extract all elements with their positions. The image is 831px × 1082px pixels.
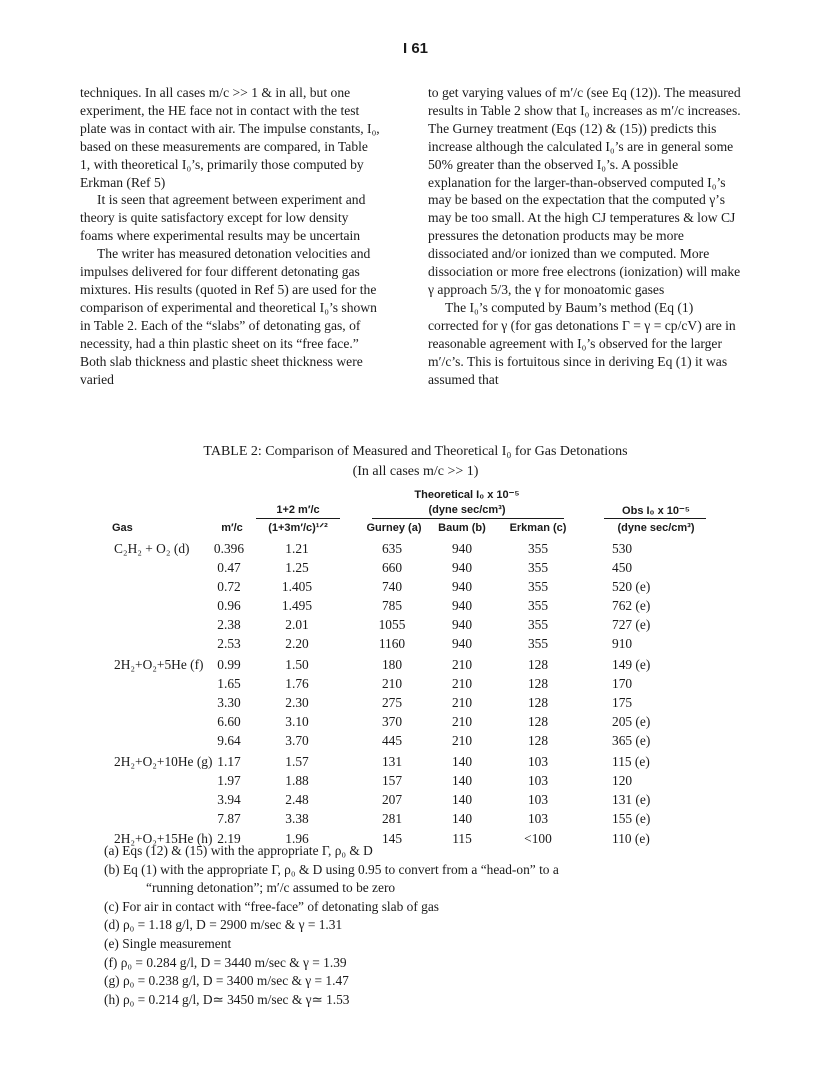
cell-ratio: 1.88 — [285, 773, 309, 788]
table-row — [0, 809, 831, 828]
cell-gurney: 131 — [381, 754, 403, 769]
header-ratio-bottom: (1+3m′/c)¹ᐟ² — [268, 522, 328, 534]
cell-obs: 520 (e) — [612, 579, 651, 594]
cell-ratio: 1.50 — [285, 657, 309, 672]
cell-obs: 450 — [612, 560, 633, 575]
cell-baum: 210 — [451, 695, 473, 710]
paragraph: The I₀’s computed by Baum’s method (Eq (1) corrected for γ (for gas detonations Γ = γ = cp/cV) are in reasonable agreement with I₀’s observed for the larger m′/c’s. This is fortuitous since in deriving Eq (1) it was assumed that — [428, 299, 736, 387]
cell-baum: 210 — [451, 733, 473, 748]
cell-erkman: 355 — [527, 617, 549, 632]
cell-baum: 140 — [451, 754, 473, 769]
cell-erkman: 103 — [527, 773, 549, 788]
cell-gurney: 370 — [381, 714, 403, 729]
footnote: (g) ρ₀ = 0.238 g/l, D = 3400 m/sec & γ = 1.47 — [104, 973, 349, 989]
paragraph: to get varying values of m′/c (see Eq (12)). The measured results in Table 2 show that I₀ increases as m′/c increases. The Gurney treatment (Eqs (12) & (15)) predicts this increase although the calculated I₀’s are in general some 50% greater than the observed I₀’s. A possible explanation for the larger-than-observed computed I₀’s may be based on the expectation that the computed γ’s may be too small. At the high CJ temperatures & low CJ pressures the detonation products may be more dissociated and/or ionized than we computed. More dissociation or more free electrons (ionization) will make γ approach 5/3, the γ for monoatomic gases — [428, 85, 741, 297]
cell-baum: 210 — [451, 676, 473, 691]
cell-ratio: 3.38 — [285, 811, 309, 826]
cell-erkman: 128 — [527, 657, 549, 672]
cell-gurney: 281 — [381, 811, 403, 826]
header-obs: Obs I₀ x 10⁻⁵ — [622, 505, 690, 517]
cell-mc: 2.53 — [217, 636, 241, 651]
cell-erkman: 128 — [527, 676, 549, 691]
cell-obs: 115 (e) — [612, 754, 650, 769]
body-right-column — [428, 84, 742, 388]
cell-baum: 140 — [451, 773, 473, 788]
header-theoretical: Theoretical I₀ x 10⁻⁵ — [414, 489, 520, 501]
cell-mc: 3.94 — [217, 792, 241, 807]
cell-obs: 530 — [612, 541, 633, 556]
table-row — [0, 731, 831, 750]
table-row — [0, 634, 831, 653]
header-ratio-top: 1+2 m′/c — [276, 504, 320, 516]
cell-erkman: 103 — [527, 811, 549, 826]
cell-obs: 365 (e) — [612, 733, 651, 748]
cell-erkman: <100 — [524, 831, 552, 846]
cell-gas: 2H₂+O₂+10He (g) — [114, 754, 213, 769]
cell-mc: 0.396 — [213, 541, 245, 556]
cell-erkman: 355 — [527, 560, 549, 575]
cell-baum: 140 — [451, 792, 473, 807]
cell-ratio: 1.76 — [285, 676, 309, 691]
header-erkman: Erkman (c) — [509, 522, 567, 534]
cell-ratio: 3.70 — [285, 733, 309, 748]
cell-mc: 2.38 — [217, 617, 241, 632]
cell-baum: 940 — [451, 598, 473, 613]
cell-ratio: 1.21 — [285, 541, 309, 556]
cell-mc: 7.87 — [217, 811, 241, 826]
cell-baum: 115 — [452, 831, 472, 846]
cell-ratio: 2.30 — [285, 695, 309, 710]
cell-baum: 940 — [451, 560, 473, 575]
table-row — [0, 539, 831, 558]
cell-baum: 210 — [451, 714, 473, 729]
footnote: (d) ρ₀ = 1.18 g/l, D = 2900 m/sec & γ = 1.31 — [104, 917, 343, 933]
cell-gurney: 157 — [381, 773, 403, 788]
header-gurney: Gurney (a) — [366, 522, 422, 534]
cell-ratio: 2.48 — [285, 792, 309, 807]
cell-ratio: 1.405 — [281, 579, 313, 594]
table-row — [0, 771, 831, 790]
cell-erkman: 355 — [527, 598, 549, 613]
cell-erkman: 355 — [527, 579, 549, 594]
footnote: (c) For air in contact with “free-face” of detonating slab of gas — [104, 898, 439, 914]
cell-obs: 110 (e) — [612, 831, 650, 846]
cell-gurney: 207 — [381, 792, 403, 807]
cell-obs: 762 (e) — [612, 598, 651, 613]
table-row — [0, 596, 831, 615]
footnote: (b) Eq (1) with the appropriate Γ, ρ₀ & D using 0.95 to convert from a “head-on” to a — [104, 861, 559, 877]
header-rule — [604, 518, 706, 519]
cell-gurney: 740 — [381, 579, 403, 594]
header-gas: Gas — [112, 522, 133, 534]
cell-ratio: 1.495 — [281, 598, 313, 613]
cell-gurney: 445 — [381, 733, 403, 748]
cell-baum: 140 — [451, 811, 473, 826]
table-row — [0, 693, 831, 712]
cell-gas: C₂H₂ + O₂ (d) — [114, 541, 190, 556]
header-theoretical-units: (dyne sec/cm³) — [428, 504, 506, 516]
cell-erkman: 128 — [527, 733, 549, 748]
cell-ratio: 2.01 — [285, 617, 309, 632]
paragraph: techniques. In all cases m/c >> 1 & in all, but one experiment, the HE face not in contact with the test plate was in contact with air. The impulse constants, I₀, based on these measurements are compared, in Table 1, with theoretical I₀’s, primarily those computed by Erkman (Ref 5) — [80, 85, 380, 190]
cell-gurney: 635 — [381, 541, 403, 556]
header-obs-units: (dyne sec/cm³) — [617, 522, 695, 534]
cell-gurney: 180 — [381, 657, 403, 672]
cell-ratio: 2.20 — [285, 636, 309, 651]
table-footnotes — [104, 842, 744, 1009]
table-caption — [0, 442, 831, 482]
page-number: I 61 — [402, 40, 429, 57]
cell-mc: 2.19 — [217, 831, 241, 846]
cell-gurney: 785 — [381, 598, 403, 613]
header-rule — [256, 518, 340, 519]
table-row — [0, 674, 831, 693]
cell-mc: 0.72 — [217, 579, 241, 594]
cell-obs: 910 — [612, 636, 633, 651]
cell-obs: 155 (e) — [612, 811, 651, 826]
table-subtitle: (In all cases m/c >> 1) — [352, 464, 479, 479]
cell-gas: 2H₂+O₂+5He (f) — [114, 657, 204, 672]
footnote: (h) ρ₀ = 0.214 g/l, D≃ 3450 m/sec & γ≃ 1.53 — [104, 991, 350, 1007]
cell-erkman: 103 — [527, 754, 549, 769]
paragraph: The writer has measured detonation velocities and impulses delivered for four different detonating gas mixtures. His results (quoted in Ref 5) are used for the comparison of experimental and theoretical I₀’s shown in Table 2. Each of the “slabs” of detonating gas, of necessity, had a thin plastic sheet on its “free face.” Both slab thickness and plastic sheet thickness were varied — [80, 246, 377, 387]
cell-gurney: 275 — [381, 695, 403, 710]
footnote: (f) ρ₀ = 0.284 g/l, D = 3440 m/sec & γ = 1.39 — [104, 954, 347, 970]
cell-obs: 149 (e) — [612, 657, 651, 672]
header-baum: Baum (b) — [438, 522, 486, 534]
cell-obs: 131 (e) — [612, 792, 651, 807]
header-rule — [372, 518, 564, 519]
cell-mc: 1.97 — [217, 773, 241, 788]
cell-ratio: 3.10 — [285, 714, 309, 729]
table-row — [0, 558, 831, 577]
body-left-column — [80, 84, 380, 388]
cell-gurney: 1055 — [378, 617, 406, 632]
table-title: TABLE 2: Comparison of Measured and Theoretical I₀ for Gas Detonations — [203, 444, 628, 459]
cell-gurney: 660 — [381, 560, 403, 575]
cell-ratio: 1.25 — [285, 560, 309, 575]
table-row — [0, 655, 831, 674]
cell-gurney: 1160 — [378, 636, 406, 651]
cell-mc: 0.99 — [217, 657, 241, 672]
table-row — [0, 577, 831, 596]
footnote: “running detonation”; m′/c assumed to be zero — [146, 880, 396, 896]
table-row — [0, 752, 831, 771]
cell-ratio: 1.57 — [285, 754, 309, 769]
cell-baum: 210 — [451, 657, 473, 672]
footnote: (e) Single measurement — [104, 935, 232, 951]
table-row — [0, 790, 831, 809]
cell-erkman: 128 — [527, 714, 549, 729]
footnote: (a) Eqs (12) & (15) with the appropriate Γ, ρ₀ & D — [104, 843, 373, 858]
cell-mc: 6.60 — [217, 714, 241, 729]
cell-obs: 175 — [612, 695, 633, 710]
cell-baum: 940 — [451, 636, 473, 651]
cell-obs: 120 — [612, 773, 633, 788]
cell-erkman: 355 — [527, 541, 549, 556]
cell-gurney: 145 — [381, 831, 403, 846]
cell-mc: 3.30 — [217, 695, 241, 710]
cell-mc: 1.17 — [217, 754, 241, 769]
cell-obs: 727 (e) — [612, 617, 651, 632]
cell-mc: 1.65 — [217, 676, 241, 691]
cell-gurney: 210 — [381, 676, 403, 691]
header-mc: m′/c — [221, 522, 243, 534]
cell-baum: 940 — [451, 617, 473, 632]
cell-obs: 205 (e) — [612, 714, 651, 729]
cell-obs: 170 — [612, 676, 633, 691]
table-row — [0, 615, 831, 634]
cell-ratio: 1.96 — [285, 831, 309, 846]
cell-gas: 2H₂+O₂+15He (h) — [114, 831, 213, 846]
cell-erkman: 103 — [527, 792, 549, 807]
cell-mc: 9.64 — [217, 733, 241, 748]
cell-erkman: 128 — [527, 695, 549, 710]
cell-baum: 940 — [451, 541, 473, 556]
cell-mc: 0.47 — [217, 560, 241, 575]
cell-mc: 0.96 — [217, 598, 241, 613]
table-row — [0, 712, 831, 731]
paragraph: It is seen that agreement between experiment and theory is quite satisfactory except for low density foams where experimental results may be uncertain — [80, 192, 366, 244]
cell-erkman: 355 — [527, 636, 549, 651]
cell-baum: 940 — [451, 579, 473, 594]
